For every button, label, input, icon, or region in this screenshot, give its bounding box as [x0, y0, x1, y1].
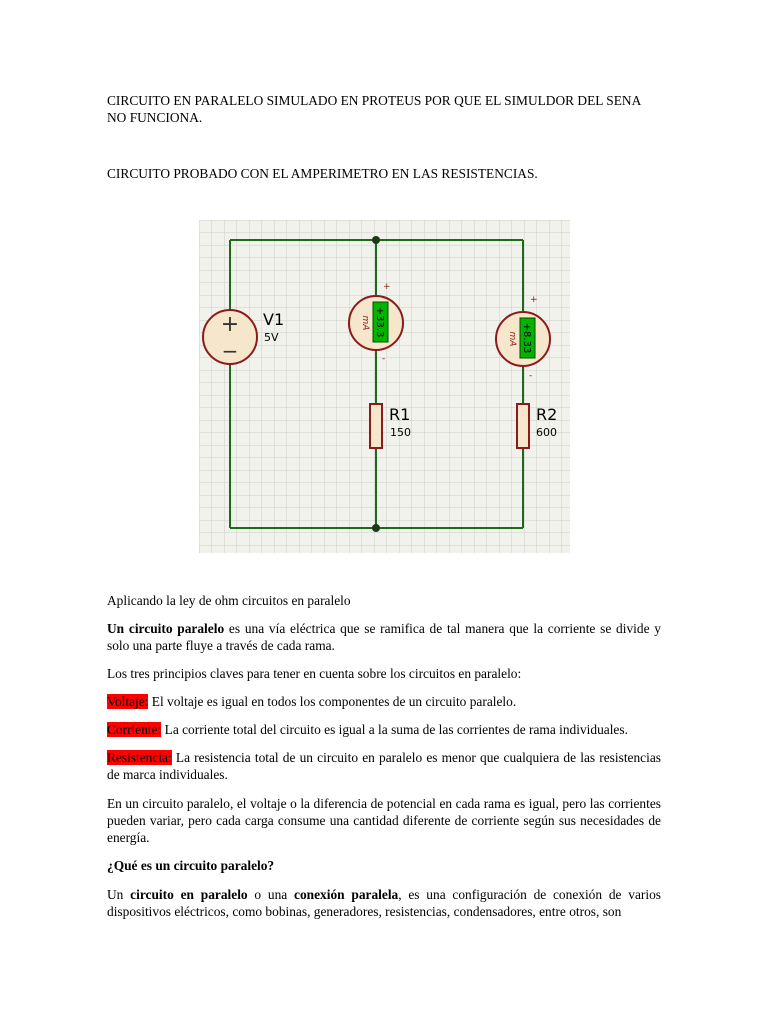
- ammeter-2-unit: mA: [507, 331, 517, 347]
- ammeter-1-minus: -: [382, 354, 386, 364]
- resistor-r2-value: 600: [536, 426, 557, 439]
- definition-paragraph: [107, 620, 661, 654]
- junction-bottom: [372, 524, 380, 532]
- ammeter-1-unit: mA: [360, 315, 370, 331]
- principle-voltage-text: El voltaje es igual en todos los componentes de un circuito paralelo.: [148, 694, 517, 709]
- definition-term: Un circuito paralelo: [107, 621, 225, 636]
- principle-resistance-text: La resistencia total de un circuito en paralelo es menor que cualquiera de las resistencias de marca individuales.: [107, 750, 661, 782]
- principle-voltage-label: Voltaje:: [107, 694, 149, 709]
- resistor-r2-name: R2: [536, 405, 558, 424]
- resistor-r1-name: R1: [389, 405, 411, 424]
- definition-text: es una vía eléctrica que se ramifica de tal manera que la corriente se divide y solo una parte fluye a través de cada rama.: [107, 621, 661, 653]
- last-term-2: conexión paralela: [294, 887, 399, 902]
- document-heading-2: CIRCUITO PROBADO CON EL AMPERIMETRO EN LAS RESISTENCIAS.: [107, 166, 538, 181]
- ammeter-2-minus: -: [529, 371, 533, 381]
- body-paragraph: En un circuito paralelo, el voltaje o la diferencia de potencial en cada rama es igual, pero las corrientes pueden variar, pero cada carga consume una cantidad diferente de corriente según sus necesidades de energía.: [107, 796, 661, 845]
- resistor-r2: [517, 404, 529, 448]
- question-heading: [107, 857, 661, 874]
- ammeter-1-plus: +: [383, 282, 391, 292]
- ammeter-1-reading: +33.3: [374, 306, 385, 338]
- principles-intro: Los tres principios claves para tener en cuenta sobre los circuitos en paralelo:: [107, 666, 522, 681]
- source-name: V1: [263, 310, 285, 329]
- last-paragraph: [107, 886, 661, 920]
- intro-text: Aplicando la ley de ohm circuitos en paralelo: [107, 593, 351, 608]
- circuit-grid: [199, 220, 570, 553]
- resistor-r1: [370, 404, 382, 448]
- source-plus-sign: +: [220, 312, 240, 337]
- last-mid: o una: [247, 887, 294, 902]
- principle-current-label: Corriente:: [107, 722, 162, 737]
- principle-current: [107, 721, 661, 738]
- principle-resistance-label: Resistencia:: [107, 750, 172, 765]
- last-pre: Un: [107, 887, 131, 902]
- voltage-source: [203, 310, 257, 364]
- junction-top: [372, 236, 380, 244]
- principle-voltage: [107, 693, 661, 710]
- source-value: 5V: [264, 331, 279, 344]
- source-minus-sign: −: [221, 339, 239, 363]
- principle-resistance: [107, 749, 661, 783]
- last-post: , es una configuración de conexión de varios dispositivos eléctricos, como bobinas, generadores, resistencias, condensadores, entre otros, son: [107, 887, 662, 919]
- document-heading-1: CIRCUITO EN PARALELO SIMULADO EN PROTEUS POR QUE EL SIMULDOR DEL SENA NO FUNCIONA.: [107, 93, 641, 125]
- question-text: ¿Qué es un circuito paralelo?: [107, 858, 275, 873]
- ammeter-2-plus: +: [530, 295, 538, 305]
- last-term-1: circuito en paralelo: [130, 887, 248, 902]
- ammeter-2: [496, 312, 550, 366]
- ammeter-2-reading: +8.33: [521, 322, 532, 354]
- ammeter-1: [349, 296, 403, 350]
- circuit-diagram: [199, 220, 570, 553]
- principle-current-text: La corriente total del circuito es igual a la suma de las corrientes de rama individuales.: [161, 722, 628, 737]
- resistor-r1-value: 150: [390, 426, 411, 439]
